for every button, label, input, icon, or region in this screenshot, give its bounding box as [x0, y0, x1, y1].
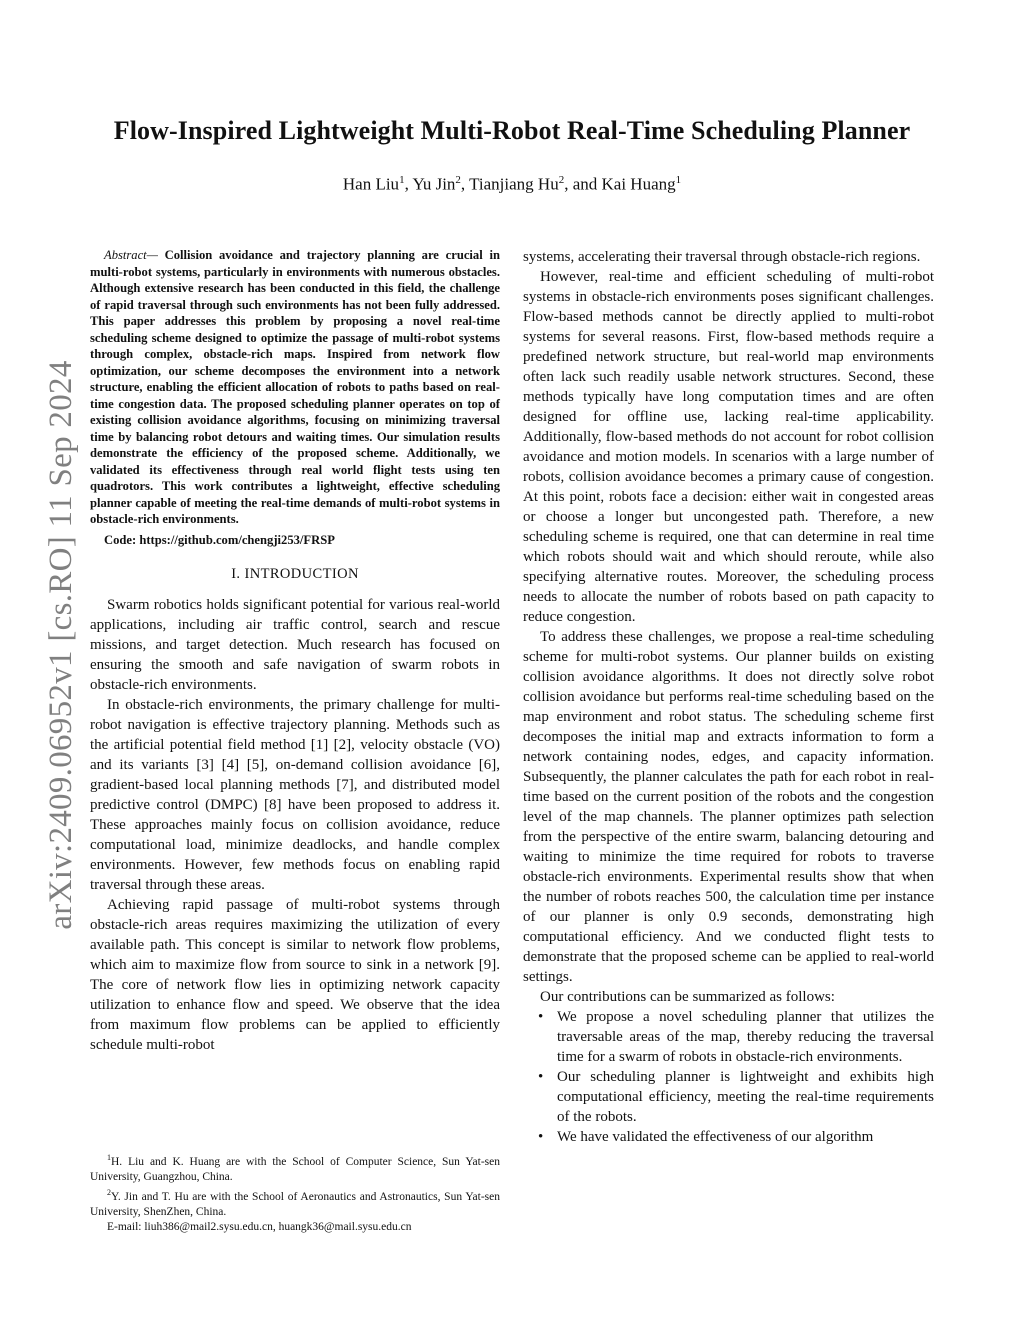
abstract-body — [90, 247, 500, 528]
list-item — [523, 1067, 934, 1127]
author-separator: , and — [564, 174, 602, 194]
abstract-text: Collision avoidance and trajectory planning are crucial in multi-robot systems, particularly in environments with numerous obstacles. Although extensive research has been conducted in this field, the challenge of rapid traversal through such environments has not been fully addressed. This paper addresses this problem by proposing a novel real-time scheduling scheme designed to optimize the passage of multi-robot systems through complex, obstacle-rich maps. Inspired from network flow optimization, our scheme decomposes the environment into a network structure, enabling the efficient allocation of robots to paths based on real-time congestion data. The proposed scheduling planner operates on top of existing collision avoidance algorithms, focusing on minimizing traversal time by balancing robot detours and waiting times. Our simulation results demonstrate the efficiency of the proposed scheme. Additionally, we validated its effectiveness through real world flight tests using ten quadrotors. This work contributes a lightweight, effective scheduling planner capable of meeting the real-time demands of multi-robot systems in obstacle-rich environments. — [90, 248, 500, 526]
author-list — [60, 174, 964, 195]
author-separator: , — [460, 174, 470, 194]
list-item-text: Our scheduling planner is lightweight and exhibits high computational efficiency, meeting the real-time requirements of the robots. — [557, 1069, 934, 1125]
footnote — [90, 1185, 500, 1220]
contribution-list — [523, 1007, 934, 1147]
code-link[interactable]: Code: https://github.com/chengji253/FRSP — [104, 532, 335, 547]
paper-title: Flow-Inspired Lightweight Multi-Robot Real-Time Scheduling Planner — [113, 116, 911, 145]
abstract-dash: — — [146, 248, 158, 262]
author-separator: , — [404, 174, 413, 194]
author-name: Han Liu — [342, 174, 400, 194]
list-item-text: We propose a novel scheduling planner that utilizes the traversable areas of the map, thereby reducing the traversal time for a swarm of robots in obstacle-rich environments. — [557, 1009, 934, 1065]
right-column — [523, 247, 934, 1147]
footnotes — [90, 1150, 500, 1235]
body-paragraph: systems, accelerating their traversal through obstacle-rich regions. — [523, 249, 921, 265]
author-affiliation-mark: 2 — [455, 174, 461, 186]
author-name: Yu Jin — [412, 174, 456, 194]
author-affiliation-mark: 1 — [675, 174, 682, 186]
left-column — [90, 247, 500, 1055]
abstract — [90, 247, 500, 548]
body-paragraph: However, real-time and efficient scheduling of multi-robot systems in obstacle-rich environments poses significant challenges. Flow-based methods cannot be directly applied to multi-robot systems for several reasons. First, flow-based methods require a predefined network structure, but real-world map environments often lack such readily usable network structures. Second, these methods typically have long computation times and are often designed for offline use, lacking real-time applicability. Additionally, flow-based methods do not account for robot collision avoidance and motion models. In scenarios with a large number of robots, collision avoidance becomes a primary cause of congestion. At this point, robots face a decision: either wait in congested areas or choose a longer but uncongested path. Therefore, a new scheduling scheme is required, one that can determine in real time which robots should wait and which should reroute, while also specifying alternative routes. Moreover, the scheduling process needs to allocate the number of robots based on path capacity to reduce congestion. — [523, 269, 934, 625]
body-paragraph: Swarm robotics holds significant potential for various real-world applications, including air traffic control, search and rescue missions, and target detection. Much research has focused on ensuring the smooth and safe navigation of swarm robots in obstacle-rich environments. — [90, 597, 500, 693]
body-paragraph: Achieving rapid passage of multi-robot systems through obstacle-rich areas requires maximizing the utilization of every available path. This concept is similar to network flow problems, which aim to maximize flow from source to sink in a network [9]. The core of network flow lies in optimizing network capacity utilization to enhance flow and speed. We observe that the idea from maximum flow problems can be applied to efficiently schedule multi-robot — [90, 897, 500, 1053]
section-heading-introduction: I. INTRODUCTION — [231, 566, 359, 582]
footnote-mark: 2 — [107, 1187, 111, 1197]
bullet-icon: • — [538, 1129, 544, 1145]
author-affiliation-mark: 2 — [558, 174, 565, 186]
footnote-mark: 1 — [107, 1153, 111, 1162]
list-item — [523, 1127, 934, 1147]
footnote-email[interactable]: E-mail: liuh386@mail2.sysu.edu.cn, huangk36@mail.sysu.edu.cn — [107, 1220, 412, 1233]
author-name: Kai Huang — [601, 174, 676, 194]
body-paragraph: To address these challenges, we propose a real-time scheduling scheme for multi-robot systems. Our planner builds on existing collision avoidance algorithms. It does not directly solve robot collision avoidance but performs real-time scheduling based on the map environment and robot status. The scheduling scheme first decomposes the initial map and extracts information to form a network containing nodes, edges, and capacity information. Subsequently, the planner calculates the path for each robot in real-time based on the current position of the robots and the congestion level of the map channels. The planner optimizes path selection from the perspective of the entire swarm, balancing detouring and waiting to minimize the time required for robots to traverse obstacle-rich environments. Experimental results show that when the number of robots reaches 500, the calculation time per instance of our planner is only 0.9 seconds, demonstrating high computational efficiency. And we conducted flight tests to demonstrate that the proposed scheme can be applied to real-world settings. — [523, 629, 934, 985]
footnote — [90, 1150, 500, 1185]
bullet-icon: • — [538, 1069, 544, 1085]
arxiv-identifier: arXiv:2409.06952v1 [cs.RO] 11 Sep 2024 — [42, 360, 79, 930]
list-item — [523, 1007, 934, 1067]
author-affiliation-mark: 1 — [399, 174, 405, 186]
abstract-label: Abstract — [104, 248, 147, 262]
footnote-text: Y. Jin and T. Hu are with the School of Aeronautics and Astronautics, Sun Yat-sen University, ShenZhen, China. — [90, 1190, 500, 1218]
author-name: Tianjiang Hu — [469, 174, 559, 194]
list-item-text: We have validated the effectiveness of our algorithm — [557, 1129, 874, 1145]
body-paragraph: In obstacle-rich environments, the primary challenge for multi-robot navigation is effective trajectory planning. Methods such as the artificial potential field method [1] [2], velocity obstacle (VO) and its variants [3] [4] [5], on-demand collision avoidance [6], gradient-based local planning methods [7], and distributed model predictive control (DMPC) [8] have been proposed to address it. These approaches mainly focus on collision avoidance, reduce computational load, minimize deadlocks, and handle complex environments. However, few methods focus on enabling rapid traversal through these areas. — [90, 697, 500, 893]
body-paragraph: Our contributions can be summarized as follows: — [540, 989, 835, 1005]
arxiv-side-stamp — [26, 340, 96, 950]
bullet-icon: • — [538, 1009, 544, 1025]
footnote-text: H. Liu and K. Huang are with the School of Computer Science, Sun Yat-sen University, Guangzhou, China. — [90, 1155, 500, 1183]
